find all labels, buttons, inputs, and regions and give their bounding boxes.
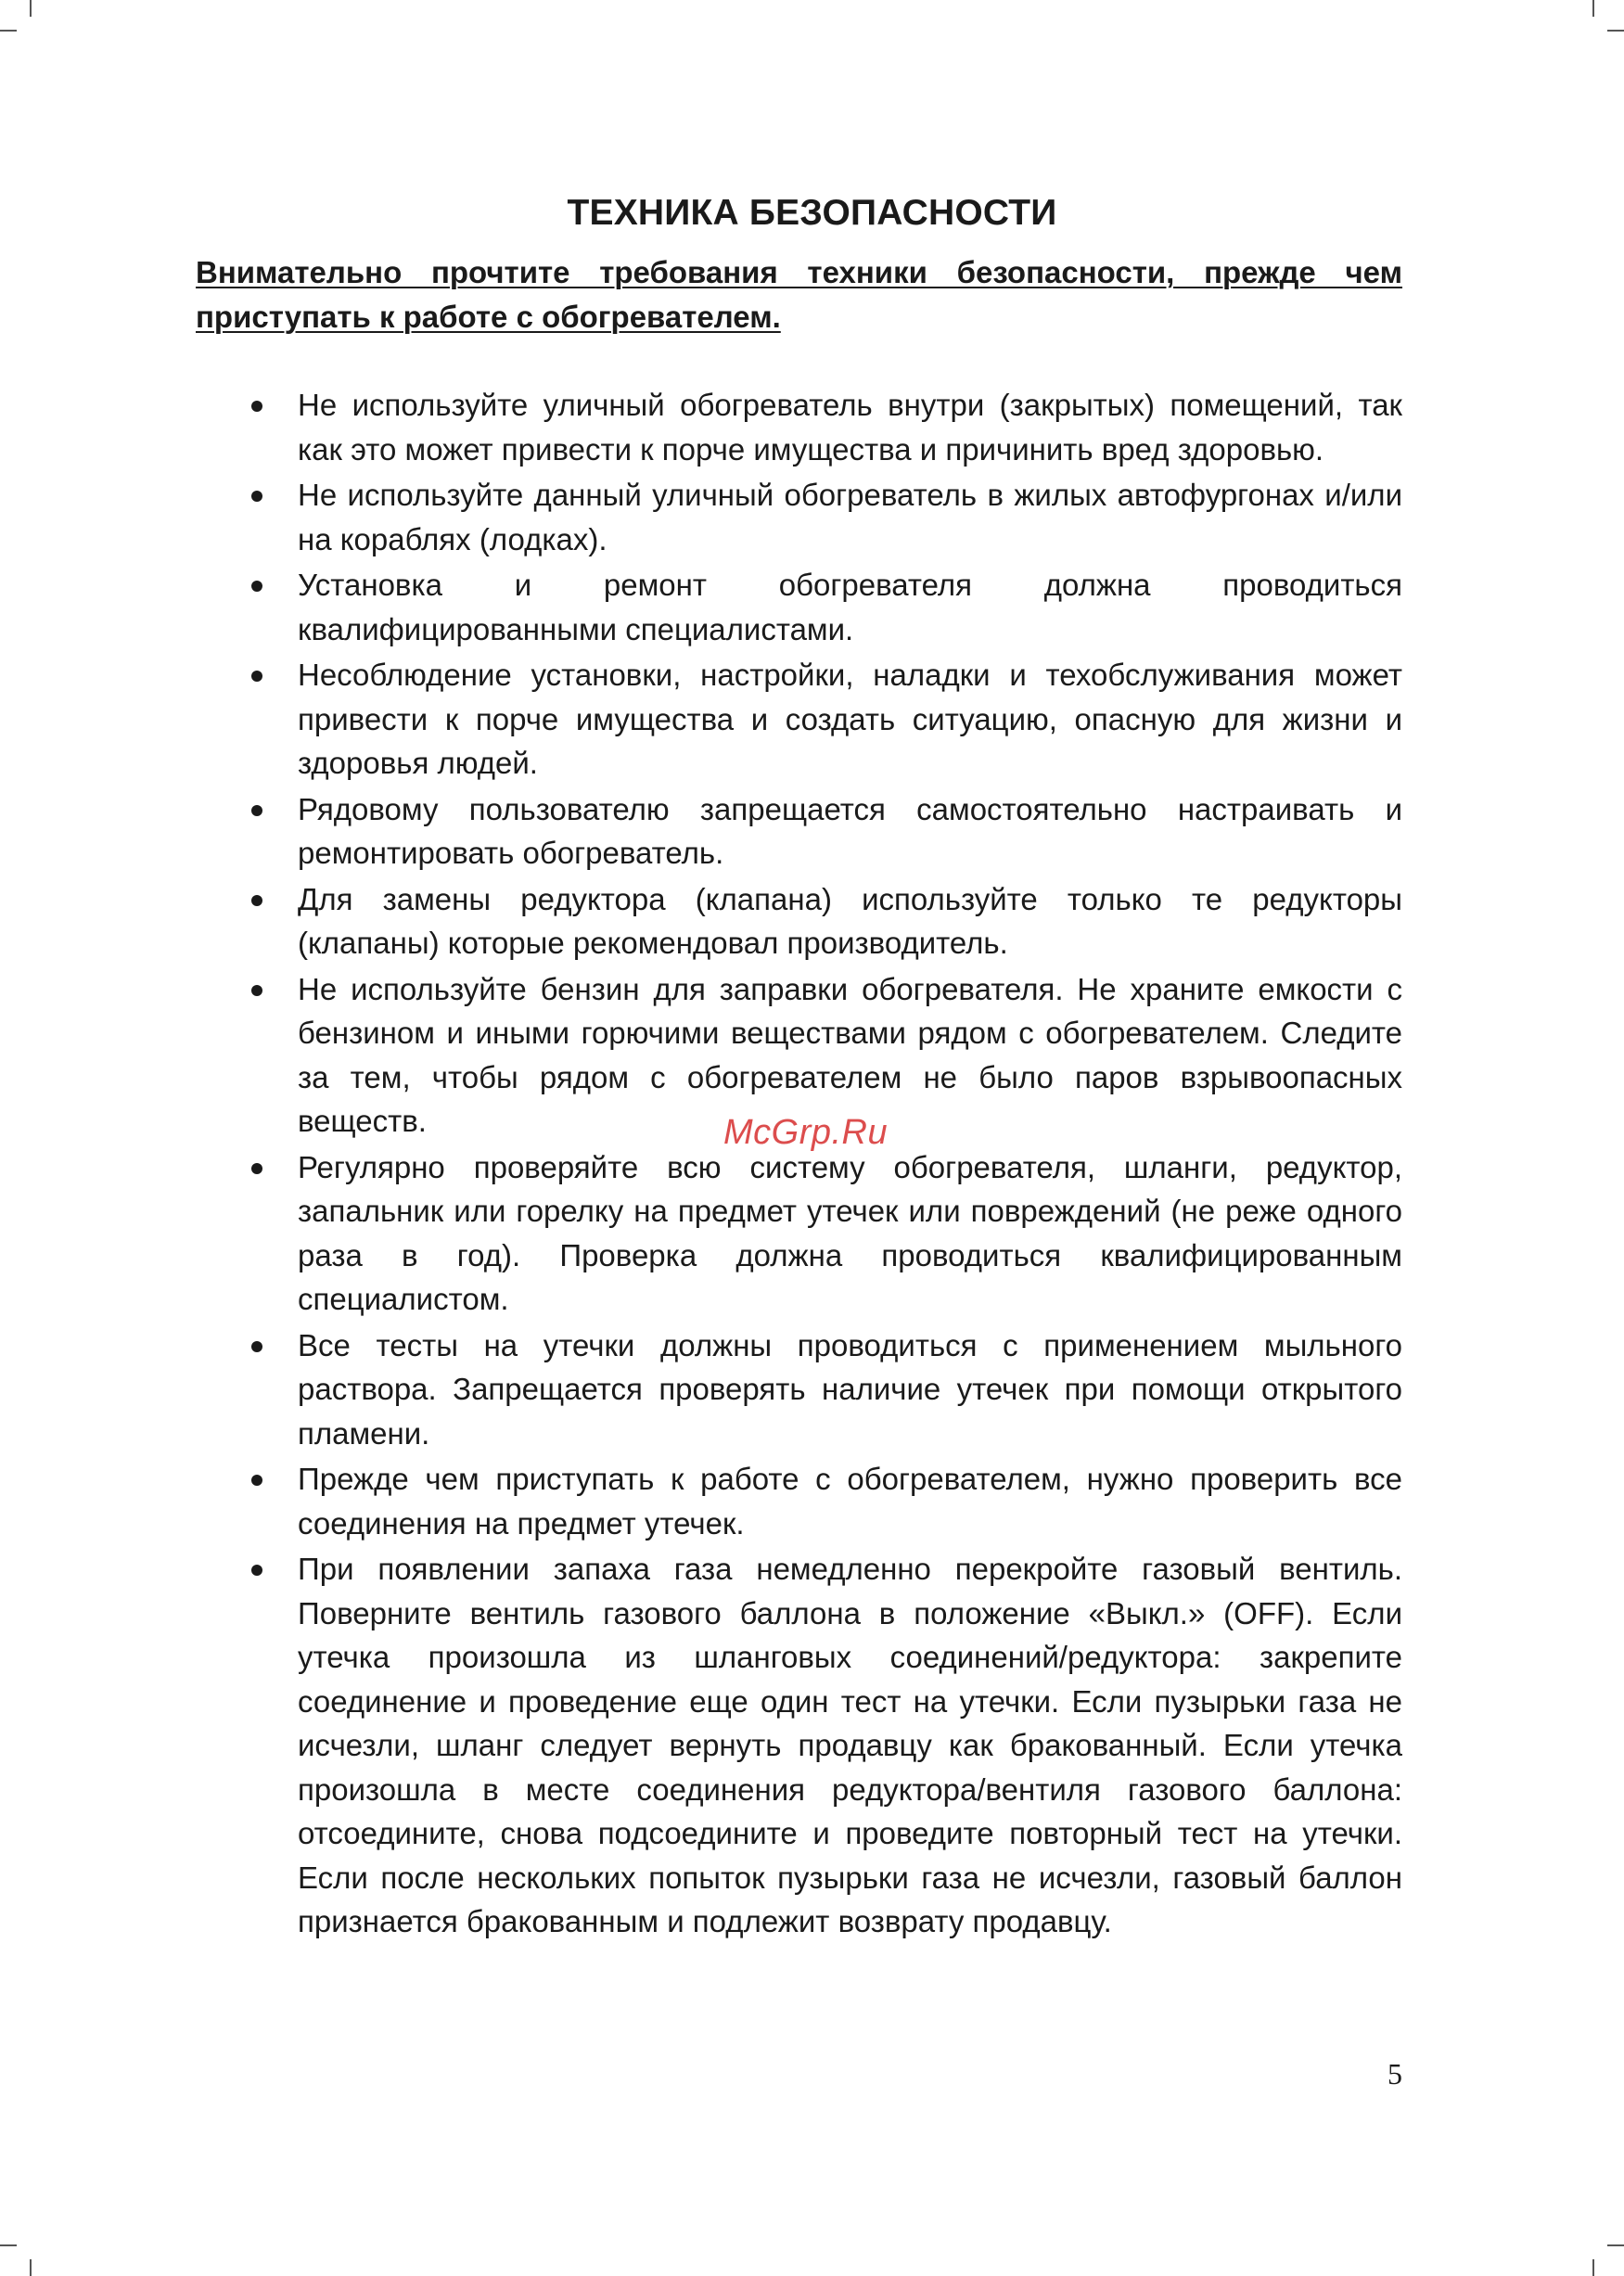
- safety-rules-list: [196, 383, 1402, 1944]
- bullet-icon: [251, 401, 262, 412]
- list-item: [196, 787, 1402, 876]
- crop-mark: [1592, 2259, 1594, 2276]
- rule-text: Не используйте бензин для заправки обогревателя. Не храните емкости с бензином и иными горючими веществами рядом с обогревателем. Следите за тем, чтобы рядом с обогревателем не было паров взрывоопасных веществ.: [298, 971, 1402, 1138]
- crop-mark: [1592, 0, 1594, 17]
- page-title: ТЕХНИКА БЕЗОПАСНОСТИ: [567, 193, 1057, 233]
- safety-warning: Внимательно прочтите требования техники безопасности, прежде чем приступать к работе с обогревателем.: [196, 255, 1402, 334]
- bullet-icon: [251, 581, 262, 592]
- bullet-icon: [251, 805, 262, 816]
- bullet-icon: [251, 671, 262, 682]
- rule-text: Не используйте уличный обогреватель внутри (закрытых) помещений, так как это может привести к порче имущества и причинить вред здоровью.: [298, 388, 1402, 467]
- crop-mark: [1607, 30, 1624, 32]
- list-item: [196, 1145, 1402, 1322]
- rule-text: Прежде чем приступать к работе с обогревателем, нужно проверить все соединения на предмет утечек.: [298, 1462, 1402, 1541]
- bullet-icon: [251, 1565, 262, 1576]
- bullet-icon: [251, 491, 262, 502]
- list-item: [196, 1457, 1402, 1545]
- list-item: [196, 1547, 1402, 1944]
- list-item: [196, 877, 1402, 965]
- rule-text: Не используйте данный уличный обогреватель в жилых автофургонах и/или на кораблях (лодках).: [298, 478, 1402, 556]
- rule-text: Несоблюдение установки, настройки, наладки и техобслуживания может привести к порче имущества и создать ситуацию, опасную для жизни и здоровья людей.: [298, 658, 1402, 780]
- list-item: [196, 653, 1402, 786]
- rule-text: При появлении запаха газа немедленно перекройте газовый вентиль. Поверните вентиль газового баллона в положение «Выкл.» (OFF). Если утечка произошла из шланговых соединений/редуктора: закрепите соединение и проведение еще один тест на утечки. Если пузырьки газа не исчезли, шланг следует вернуть продавцу как бракованный. Если утечка произошла в месте соединения редуктора/вентиля газового баллона: отсоедините, снова подсоедините и проведите повторный тест на утечки. Если после нескольких попыток пузырьки газа не исчезли, газовый баллон признается бракованным и подлежит возврату продавцу.: [298, 1552, 1402, 1938]
- rule-text: Установка и ремонт обогревателя должна проводиться квалифицированными специалистами.: [298, 568, 1402, 646]
- rule-text: Регулярно проверяйте всю систему обогревателя, шланги, редуктор, запальник или горелку на предмет утечек или повреждений (не реже одного раза в год). Проверка должна проводиться квалифицированным специалистом.: [298, 1149, 1402, 1316]
- crop-mark: [30, 2259, 32, 2276]
- list-item: [196, 473, 1402, 561]
- list-item: [196, 563, 1402, 651]
- watermark[interactable]: McGrp.Ru: [723, 1113, 889, 1152]
- list-item: [196, 383, 1402, 471]
- bullet-icon: [251, 895, 262, 906]
- rule-text: Все тесты на утечки должны проводиться с применением мыльного раствора. Запрещается проверять наличие утечек при помощи открытого пламени.: [298, 1327, 1402, 1451]
- crop-mark: [1607, 2244, 1624, 2246]
- bullet-icon: [251, 1163, 262, 1174]
- page-number: 5: [1387, 2057, 1402, 2091]
- list-item: [196, 1323, 1402, 1456]
- rule-text: Рядовому пользователю запрещается самостоятельно настраивать и ремонтировать обогреватель.: [298, 791, 1402, 870]
- bullet-icon: [251, 1341, 262, 1352]
- crop-mark: [0, 30, 17, 32]
- bullet-icon: [251, 1475, 262, 1486]
- rule-text: Для замены редуктора (клапана) используйте только те редукторы (клапаны) которые рекомендовал производитель.: [298, 881, 1402, 960]
- crop-mark: [30, 0, 32, 17]
- bullet-icon: [251, 985, 262, 996]
- crop-mark: [0, 2244, 17, 2246]
